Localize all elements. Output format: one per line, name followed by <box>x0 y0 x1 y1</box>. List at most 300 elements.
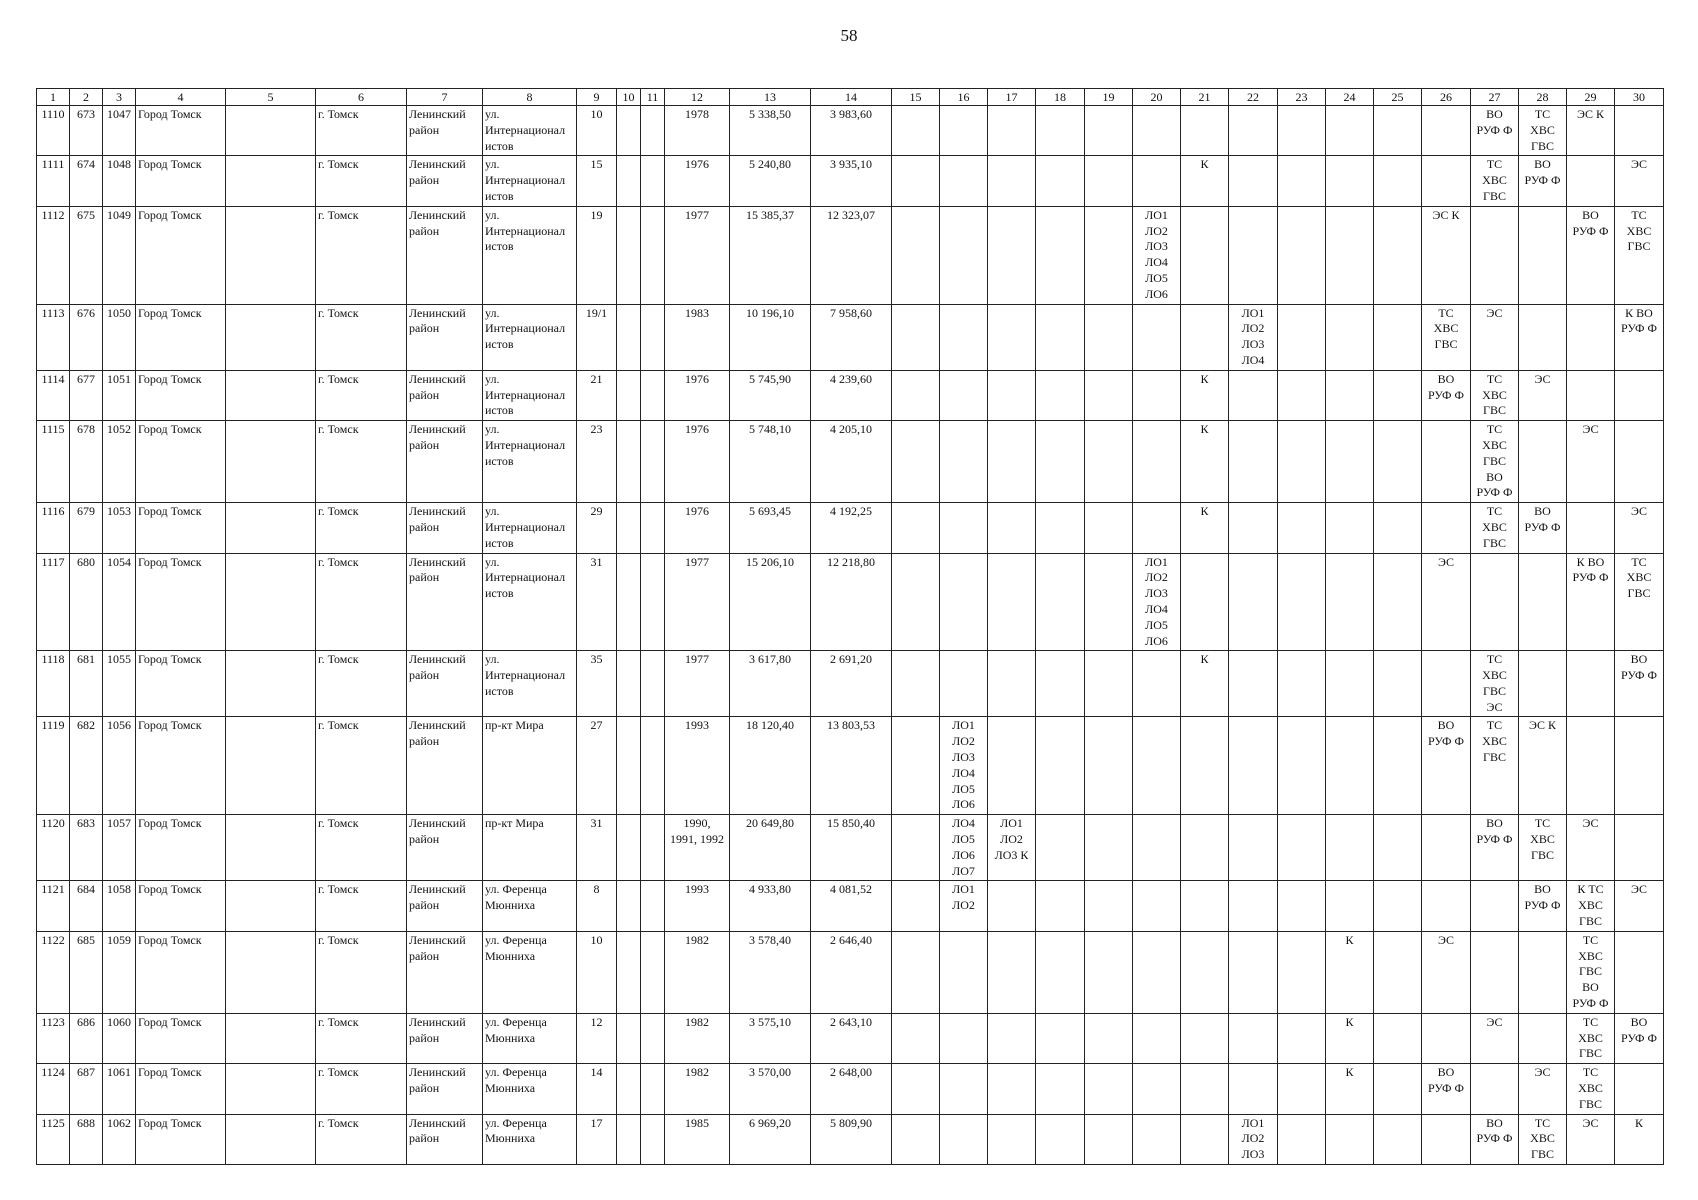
table-cell-col-10 <box>617 304 641 370</box>
table-cell-col-14: 7 958,60 <box>811 304 892 370</box>
table-cell-col-1: 1117 <box>37 553 70 651</box>
table-cell-col-8: ул. Интернационал истов <box>483 503 577 553</box>
table-cell-col-30 <box>1615 421 1664 503</box>
table-cell-col-24 <box>1326 717 1374 815</box>
table-cell-col-23 <box>1278 1013 1326 1063</box>
column-header-25: 25 <box>1374 89 1422 106</box>
table-cell-col-21: К <box>1181 156 1229 206</box>
table-cell-col-28 <box>1519 931 1567 1013</box>
table-cell-col-7: Ленинский район <box>407 931 483 1013</box>
column-header-22: 22 <box>1229 89 1278 106</box>
table-cell-col-24 <box>1326 156 1374 206</box>
table-cell-col-29: ЭС <box>1567 1114 1615 1164</box>
table-cell-col-2: 678 <box>70 421 103 503</box>
table-cell-col-17 <box>988 304 1036 370</box>
column-header-21: 21 <box>1181 89 1229 106</box>
table-cell-col-18 <box>1036 1013 1085 1063</box>
table-cell-col-28 <box>1519 651 1567 717</box>
table-cell-col-15 <box>892 156 940 206</box>
table-cell-col-8: ул. Интернационал истов <box>483 651 577 717</box>
table-cell-col-27: ВО РУФ Ф <box>1471 106 1519 156</box>
table-cell-col-27 <box>1471 881 1519 931</box>
table-cell-col-3: 1057 <box>103 815 136 881</box>
table-cell-col-11 <box>641 370 665 420</box>
table-cell-col-20 <box>1133 304 1181 370</box>
table-row <box>37 106 1664 156</box>
table-cell-col-16 <box>940 106 988 156</box>
table-cell-col-6: г. Томск <box>316 553 407 651</box>
table-cell-col-5 <box>226 1064 316 1114</box>
table-cell-col-30 <box>1615 370 1664 420</box>
table-cell-col-23 <box>1278 1114 1326 1164</box>
table-cell-col-11 <box>641 1013 665 1063</box>
table-cell-col-12: 1977 <box>665 651 730 717</box>
table-cell-col-1: 1125 <box>37 1114 70 1164</box>
table-cell-col-5 <box>226 717 316 815</box>
table-cell-col-20 <box>1133 106 1181 156</box>
table-cell-col-26 <box>1422 1013 1471 1063</box>
table-cell-col-3: 1050 <box>103 304 136 370</box>
table-cell-col-10 <box>617 651 641 717</box>
table-cell-col-3: 1047 <box>103 106 136 156</box>
table-cell-col-13: 5 745,90 <box>730 370 811 420</box>
column-header-14: 14 <box>811 89 892 106</box>
table-cell-col-29 <box>1567 503 1615 553</box>
table-cell-col-7: Ленинский район <box>407 1114 483 1164</box>
table-cell-col-23 <box>1278 881 1326 931</box>
table-cell-col-15 <box>892 503 940 553</box>
table-cell-col-12: 1977 <box>665 553 730 651</box>
table-cell-col-19 <box>1085 1013 1133 1063</box>
table-cell-col-11 <box>641 651 665 717</box>
table-cell-col-29: ТС ХВС ГВС ВО РУФ Ф <box>1567 931 1615 1013</box>
table-cell-col-22 <box>1229 503 1278 553</box>
table-cell-col-11 <box>641 553 665 651</box>
table-cell-col-12: 1976 <box>665 421 730 503</box>
table-cell-col-11 <box>641 717 665 815</box>
table-cell-col-26 <box>1422 651 1471 717</box>
table-cell-col-16 <box>940 206 988 304</box>
table-cell-col-14: 2 691,20 <box>811 651 892 717</box>
table-cell-col-27: ВО РУФ Ф <box>1471 1114 1519 1164</box>
table-cell-col-5 <box>226 881 316 931</box>
table-cell-col-27: ТС ХВС ГВС <box>1471 156 1519 206</box>
table-cell-col-29: К ВО РУФ Ф <box>1567 553 1615 651</box>
table-cell-col-5 <box>226 206 316 304</box>
column-header-4: 4 <box>136 89 226 106</box>
table-cell-col-24 <box>1326 421 1374 503</box>
column-header-15: 15 <box>892 89 940 106</box>
table-cell-col-7: Ленинский район <box>407 1064 483 1114</box>
table-cell-col-27: ЭС <box>1471 1013 1519 1063</box>
table-cell-col-19 <box>1085 206 1133 304</box>
table-cell-col-14: 3 935,10 <box>811 156 892 206</box>
table-cell-col-5 <box>226 651 316 717</box>
table-cell-col-4: Город Томск <box>136 881 226 931</box>
table-cell-col-29: ТС ХВС ГВС <box>1567 1013 1615 1063</box>
table-cell-col-12: 1978 <box>665 106 730 156</box>
table-cell-col-2: 681 <box>70 651 103 717</box>
table-cell-col-24: К <box>1326 1013 1374 1063</box>
table-cell-col-12: 1993 <box>665 881 730 931</box>
table-cell-col-1: 1121 <box>37 881 70 931</box>
table-cell-col-7: Ленинский район <box>407 370 483 420</box>
table-cell-col-15 <box>892 815 940 881</box>
table-cell-col-21 <box>1181 931 1229 1013</box>
table-cell-col-3: 1055 <box>103 651 136 717</box>
table-cell-col-26 <box>1422 106 1471 156</box>
table-cell-col-23 <box>1278 304 1326 370</box>
table-cell-col-13: 3 617,80 <box>730 651 811 717</box>
table-cell-col-14: 2 646,40 <box>811 931 892 1013</box>
table-cell-col-23 <box>1278 553 1326 651</box>
table-cell-col-9: 12 <box>577 1013 617 1063</box>
table-cell-col-16 <box>940 156 988 206</box>
table-cell-col-30: ТС ХВС ГВС <box>1615 206 1664 304</box>
table-cell-col-13: 20 649,80 <box>730 815 811 881</box>
column-header-11: 11 <box>641 89 665 106</box>
table-cell-col-10 <box>617 881 641 931</box>
table-cell-col-16 <box>940 421 988 503</box>
table-cell-col-20: ЛО1 ЛО2 ЛО3 ЛО4 ЛО5 ЛО6 <box>1133 553 1181 651</box>
table-cell-col-19 <box>1085 1114 1133 1164</box>
table-cell-col-14: 4 205,10 <box>811 421 892 503</box>
table-cell-col-16: ЛО4 ЛО5 ЛО6 ЛО7 <box>940 815 988 881</box>
table-cell-col-7: Ленинский район <box>407 815 483 881</box>
table-cell-col-22 <box>1229 931 1278 1013</box>
table-cell-col-24 <box>1326 881 1374 931</box>
table-cell-col-6: г. Томск <box>316 881 407 931</box>
table-cell-col-9: 19/1 <box>577 304 617 370</box>
table-cell-col-23 <box>1278 106 1326 156</box>
table-cell-col-8: ул. Интернационал истов <box>483 370 577 420</box>
table-cell-col-5 <box>226 815 316 881</box>
table-cell-col-30: ВО РУФ Ф <box>1615 651 1664 717</box>
table-cell-col-1: 1122 <box>37 931 70 1013</box>
table-cell-col-24 <box>1326 651 1374 717</box>
table-cell-col-25 <box>1374 1013 1422 1063</box>
table-cell-col-27: ТС ХВС ГВС <box>1471 370 1519 420</box>
table-cell-col-4: Город Томск <box>136 106 226 156</box>
table-cell-col-21 <box>1181 1114 1229 1164</box>
table-cell-col-26 <box>1422 815 1471 881</box>
table-cell-col-20 <box>1133 370 1181 420</box>
table-cell-col-14: 12 323,07 <box>811 206 892 304</box>
table-cell-col-25 <box>1374 553 1422 651</box>
table-cell-col-25 <box>1374 206 1422 304</box>
table-cell-col-19 <box>1085 503 1133 553</box>
table-cell-col-3: 1056 <box>103 717 136 815</box>
table-cell-col-6: г. Томск <box>316 370 407 420</box>
table-cell-col-2: 682 <box>70 717 103 815</box>
table-cell-col-5 <box>226 553 316 651</box>
table-cell-col-27 <box>1471 553 1519 651</box>
table-cell-col-16 <box>940 1064 988 1114</box>
table-cell-col-26 <box>1422 881 1471 931</box>
table-cell-col-28: ВО РУФ Ф <box>1519 503 1567 553</box>
table-cell-col-8: пр-кт Мира <box>483 717 577 815</box>
table-cell-col-20 <box>1133 503 1181 553</box>
table-cell-col-2: 687 <box>70 1064 103 1114</box>
table-cell-col-14: 4 239,60 <box>811 370 892 420</box>
table-cell-col-17 <box>988 1114 1036 1164</box>
column-header-8: 8 <box>483 89 577 106</box>
table-cell-col-24: К <box>1326 931 1374 1013</box>
table-cell-col-24 <box>1326 1114 1374 1164</box>
table-cell-col-23 <box>1278 815 1326 881</box>
table-cell-col-24 <box>1326 553 1374 651</box>
table-cell-col-19 <box>1085 156 1133 206</box>
table-cell-col-12: 1983 <box>665 304 730 370</box>
column-header-17: 17 <box>988 89 1036 106</box>
table-cell-col-6: г. Томск <box>316 304 407 370</box>
table-cell-col-2: 688 <box>70 1114 103 1164</box>
table-cell-col-3: 1052 <box>103 421 136 503</box>
table-cell-col-19 <box>1085 881 1133 931</box>
table-cell-col-3: 1051 <box>103 370 136 420</box>
table-cell-col-25 <box>1374 304 1422 370</box>
table-cell-col-29: ТС ХВС ГВС <box>1567 1064 1615 1114</box>
table-cell-col-4: Город Томск <box>136 421 226 503</box>
table-cell-col-27: ЭС <box>1471 304 1519 370</box>
table-cell-col-25 <box>1374 1114 1422 1164</box>
table-cell-col-2: 684 <box>70 881 103 931</box>
table-cell-col-10 <box>617 106 641 156</box>
table-cell-col-9: 15 <box>577 156 617 206</box>
table-cell-col-2: 675 <box>70 206 103 304</box>
table-cell-col-7: Ленинский район <box>407 156 483 206</box>
table-cell-col-6: г. Томск <box>316 931 407 1013</box>
table-cell-col-7: Ленинский район <box>407 106 483 156</box>
table-cell-col-20 <box>1133 1013 1181 1063</box>
table-cell-col-21: К <box>1181 370 1229 420</box>
table-cell-col-30: ЭС <box>1615 156 1664 206</box>
table-cell-col-21: К <box>1181 421 1229 503</box>
table-cell-col-3: 1061 <box>103 1064 136 1114</box>
column-header-2: 2 <box>70 89 103 106</box>
table-cell-col-7: Ленинский район <box>407 717 483 815</box>
table-cell-col-28 <box>1519 1013 1567 1063</box>
table-cell-col-17 <box>988 503 1036 553</box>
column-header-27: 27 <box>1471 89 1519 106</box>
table-cell-col-7: Ленинский район <box>407 553 483 651</box>
table-cell-col-7: Ленинский район <box>407 421 483 503</box>
table-cell-col-1: 1120 <box>37 815 70 881</box>
table-cell-col-2: 677 <box>70 370 103 420</box>
table-row <box>37 206 1664 304</box>
table-cell-col-13: 5 240,80 <box>730 156 811 206</box>
table-cell-col-5 <box>226 106 316 156</box>
table-cell-col-30 <box>1615 106 1664 156</box>
table-cell-col-7: Ленинский район <box>407 881 483 931</box>
table-cell-col-17 <box>988 931 1036 1013</box>
table-cell-col-2: 679 <box>70 503 103 553</box>
table-cell-col-9: 10 <box>577 931 617 1013</box>
table-cell-col-10 <box>617 931 641 1013</box>
table-row <box>37 931 1664 1013</box>
table-cell-col-21 <box>1181 717 1229 815</box>
table-cell-col-28: ЭС К <box>1519 717 1567 815</box>
page-number: 58 <box>840 26 858 45</box>
table-cell-col-25 <box>1374 1064 1422 1114</box>
table-cell-col-25 <box>1374 651 1422 717</box>
table-cell-col-17 <box>988 717 1036 815</box>
table-cell-col-13: 10 196,10 <box>730 304 811 370</box>
column-header-20: 20 <box>1133 89 1181 106</box>
table-cell-col-20 <box>1133 717 1181 815</box>
table-cell-col-19 <box>1085 1064 1133 1114</box>
table-cell-col-26: ЭС К <box>1422 206 1471 304</box>
table-cell-col-29 <box>1567 651 1615 717</box>
table-cell-col-14: 3 983,60 <box>811 106 892 156</box>
table-cell-col-1: 1112 <box>37 206 70 304</box>
table-cell-col-10 <box>617 503 641 553</box>
table-cell-col-28 <box>1519 553 1567 651</box>
column-header-10: 10 <box>617 89 641 106</box>
table-cell-col-14: 2 648,00 <box>811 1064 892 1114</box>
table-cell-col-24: К <box>1326 1064 1374 1114</box>
table-cell-col-29 <box>1567 370 1615 420</box>
table-cell-col-8: ул. Интернационал истов <box>483 421 577 503</box>
table-cell-col-30: К <box>1615 1114 1664 1164</box>
table-cell-col-29: ЭС <box>1567 815 1615 881</box>
table-cell-col-18 <box>1036 651 1085 717</box>
table-cell-col-8: ул. Ференца Мюнниха <box>483 881 577 931</box>
table-cell-col-12: 1982 <box>665 931 730 1013</box>
table-cell-col-15 <box>892 651 940 717</box>
table-cell-col-15 <box>892 881 940 931</box>
table-cell-col-24 <box>1326 206 1374 304</box>
table-cell-col-17 <box>988 206 1036 304</box>
table-cell-col-28: ТС ХВС ГВС <box>1519 106 1567 156</box>
table-row <box>37 553 1664 651</box>
table-cell-col-12: 1982 <box>665 1013 730 1063</box>
table-cell-col-2: 674 <box>70 156 103 206</box>
table-cell-col-17 <box>988 156 1036 206</box>
table-cell-col-6: г. Томск <box>316 1064 407 1114</box>
table-cell-col-16 <box>940 553 988 651</box>
table-cell-col-19 <box>1085 106 1133 156</box>
table-cell-col-30 <box>1615 717 1664 815</box>
table-cell-col-1: 1114 <box>37 370 70 420</box>
table-cell-col-13: 3 575,10 <box>730 1013 811 1063</box>
table-cell-col-14: 13 803,53 <box>811 717 892 815</box>
table-cell-col-5 <box>226 304 316 370</box>
table-cell-col-13: 15 385,37 <box>730 206 811 304</box>
table-cell-col-27: ТС ХВС ГВС ЭС <box>1471 651 1519 717</box>
table-cell-col-30: К ВО РУФ Ф <box>1615 304 1664 370</box>
table-cell-col-4: Город Томск <box>136 304 226 370</box>
table-cell-col-18 <box>1036 1064 1085 1114</box>
table-cell-col-4: Город Томск <box>136 370 226 420</box>
table-cell-col-5 <box>226 503 316 553</box>
table-cell-col-9: 14 <box>577 1064 617 1114</box>
table-cell-col-18 <box>1036 553 1085 651</box>
table-cell-col-28: ТС ХВС ГВС <box>1519 1114 1567 1164</box>
table-cell-col-26: ЭС <box>1422 553 1471 651</box>
table-cell-col-1: 1118 <box>37 651 70 717</box>
table-cell-col-13: 18 120,40 <box>730 717 811 815</box>
table-cell-col-19 <box>1085 304 1133 370</box>
table-cell-col-6: г. Томск <box>316 206 407 304</box>
table-cell-col-6: г. Томск <box>316 651 407 717</box>
table-body <box>37 106 1664 1165</box>
table-cell-col-21 <box>1181 881 1229 931</box>
table-cell-col-6: г. Томск <box>316 1114 407 1164</box>
table-cell-col-6: г. Томск <box>316 503 407 553</box>
table-row <box>37 421 1664 503</box>
table-cell-col-14: 2 643,10 <box>811 1013 892 1063</box>
table-cell-col-16 <box>940 503 988 553</box>
column-header-24: 24 <box>1326 89 1374 106</box>
table-cell-col-19 <box>1085 651 1133 717</box>
table-cell-col-12: 1976 <box>665 370 730 420</box>
table-cell-col-27 <box>1471 206 1519 304</box>
table-cell-col-21: К <box>1181 651 1229 717</box>
table-cell-col-25 <box>1374 931 1422 1013</box>
table-cell-col-10 <box>617 370 641 420</box>
table-cell-col-11 <box>641 304 665 370</box>
table-cell-col-1: 1115 <box>37 421 70 503</box>
table-cell-col-14: 5 809,90 <box>811 1114 892 1164</box>
table-cell-col-26 <box>1422 503 1471 553</box>
table-row <box>37 1064 1664 1114</box>
table-cell-col-3: 1058 <box>103 881 136 931</box>
table-cell-col-25 <box>1374 881 1422 931</box>
table-cell-col-19 <box>1085 553 1133 651</box>
table-cell-col-4: Город Томск <box>136 815 226 881</box>
table-cell-col-6: г. Томск <box>316 421 407 503</box>
table-cell-col-23 <box>1278 931 1326 1013</box>
column-number-header-row <box>37 89 1664 106</box>
table-cell-col-30 <box>1615 815 1664 881</box>
table-cell-col-22 <box>1229 881 1278 931</box>
table-cell-col-19 <box>1085 815 1133 881</box>
table-cell-col-30: ЭС <box>1615 881 1664 931</box>
table-cell-col-4: Город Томск <box>136 1064 226 1114</box>
table-cell-col-30: ЭС <box>1615 503 1664 553</box>
column-header-13: 13 <box>730 89 811 106</box>
table-cell-col-10 <box>617 815 641 881</box>
table-cell-col-16: ЛО1 ЛО2 ЛО3 ЛО4 ЛО5 ЛО6 <box>940 717 988 815</box>
table-cell-col-15 <box>892 106 940 156</box>
table-cell-col-14: 12 218,80 <box>811 553 892 651</box>
table-cell-col-10 <box>617 206 641 304</box>
table-cell-col-16 <box>940 1114 988 1164</box>
table-row <box>37 1114 1664 1164</box>
table-cell-col-15 <box>892 206 940 304</box>
table-cell-col-13: 6 969,20 <box>730 1114 811 1164</box>
table-cell-col-1: 1124 <box>37 1064 70 1114</box>
table-cell-col-27: ТС ХВС ГВС <box>1471 717 1519 815</box>
table-cell-col-16 <box>940 370 988 420</box>
table-cell-col-18 <box>1036 931 1085 1013</box>
table-cell-col-4: Город Томск <box>136 156 226 206</box>
table-cell-col-22 <box>1229 717 1278 815</box>
table-cell-col-9: 35 <box>577 651 617 717</box>
table-cell-col-12: 1982 <box>665 1064 730 1114</box>
table-cell-col-21 <box>1181 1013 1229 1063</box>
table-cell-col-10 <box>617 1114 641 1164</box>
table-cell-col-25 <box>1374 815 1422 881</box>
table-cell-col-26 <box>1422 156 1471 206</box>
table-row <box>37 156 1664 206</box>
table-cell-col-9: 17 <box>577 1114 617 1164</box>
table-cell-col-22 <box>1229 553 1278 651</box>
table-row <box>37 717 1664 815</box>
table-cell-col-30: ТС ХВС ГВС <box>1615 553 1664 651</box>
table-cell-col-18 <box>1036 717 1085 815</box>
